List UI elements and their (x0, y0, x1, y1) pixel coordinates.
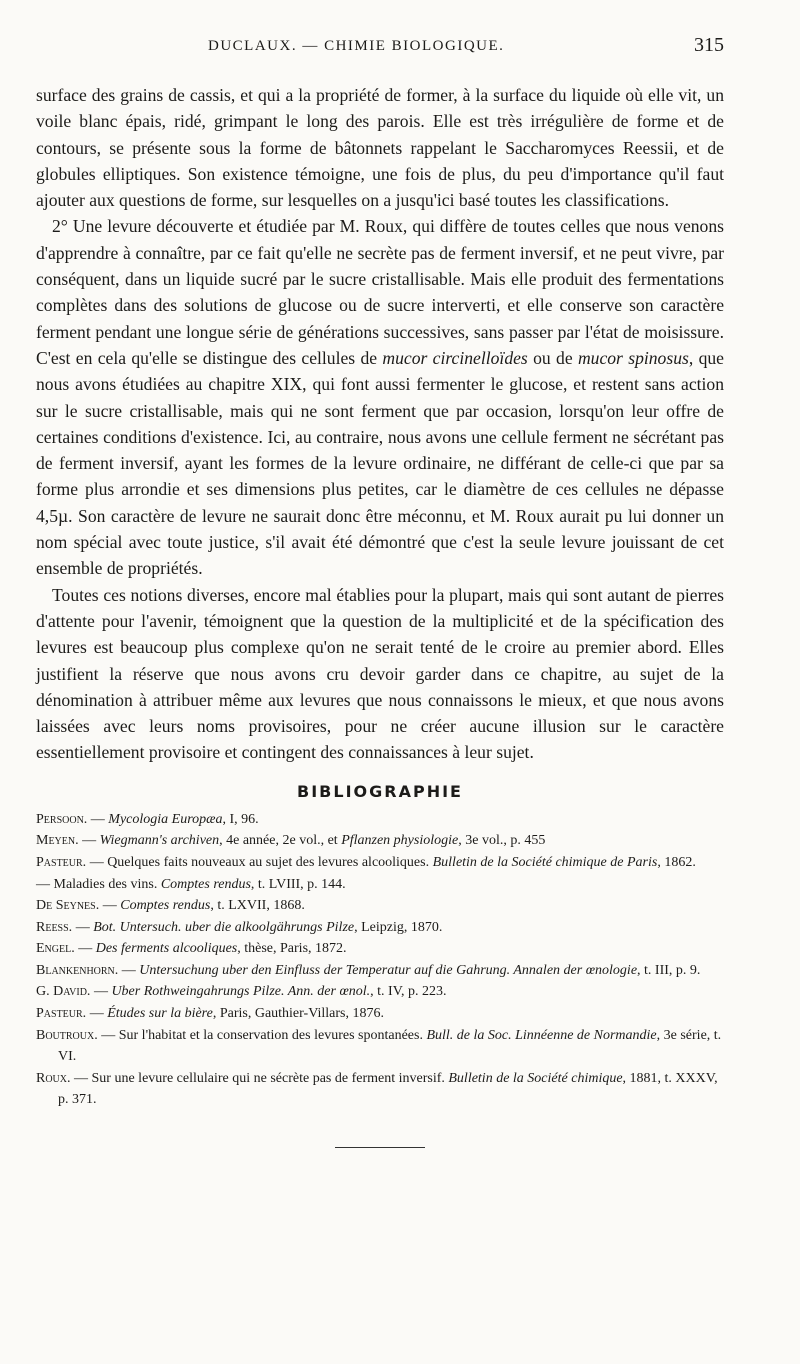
bibliography-text-run: — Quelques faits nouveaux au sujet des levures alcooliques. (86, 854, 433, 870)
bibliography-entry (36, 809, 724, 831)
bibliography-author: G. David. (36, 984, 91, 1000)
bibliography-list (36, 809, 724, 1111)
paragraph-text-run: , que nous avons étudiées au chapitre XIX, qui font aussi fermenter le glucose, et restent sans action sur le sucre cristallisable, mais qui ne sont ferment que par occasion, lorsqu'on leur offre de certaines conditions d'existence. Ici, au contraire, nous avons une cellule ferment ne sécrétant pas de ferment inversif, ayant les formes de la levure ordinaire, ne différant de celle-ci que par sa forme plus arrondie et ses dimensions plus petites, car le diamètre de ces cellules ne dépasse 4,5µ. Son caractère de levure ne saurait donc être méconnu, et M. Roux aurait pu lui donner un nom spécial avec toute justice, s'il avait été démontré que c'est la seule levure jouissant de cet ensemble de propriétés. (36, 347, 724, 579)
paragraph-italic-run: mucor spinosus (577, 347, 689, 368)
bibliography-entry (36, 917, 724, 939)
bibliography-title: BIBLIOGRAPHIE (297, 781, 463, 801)
bibliography-entry (36, 852, 724, 874)
bibliography-text-run: — Maladies des vins. (36, 876, 161, 892)
bibliography-text-run: — (87, 811, 109, 827)
bibliography-italic-run: Untersuchung uber den Einfluss der Temperatur auf die Gahrung. Annalen der œnologie (139, 962, 638, 978)
bibliography-text-run: , 1862. (657, 854, 696, 870)
bibliography-author: Blankenhorn. (36, 962, 119, 978)
page-number: 315 (694, 34, 724, 56)
running-title: DUCLAUX. — CHIMIE BIOLOGIQUE. (208, 38, 505, 54)
bibliography-author: Engel. (36, 941, 75, 957)
bibliography-italic-run: Wiegmann's archiven (99, 833, 220, 849)
bibliography-italic-run: Bulletin de la Société chimique (448, 1070, 623, 1086)
bibliography-text-run: — (72, 919, 94, 935)
bibliography-italic-run: Comptes rendus (160, 876, 251, 892)
bibliography-text-run: , t. III, p. 9. (637, 962, 701, 978)
bibliography-text-run: , t. LXVII, 1868. (210, 898, 305, 914)
paragraph-italic-run: mucor circinelloïdes (382, 347, 528, 368)
bibliography-entry (36, 960, 724, 982)
bibliography-text-run: — (118, 962, 140, 978)
running-header (36, 30, 724, 58)
bibliography-entry (36, 1025, 724, 1068)
bibliography-italic-run: Bot. Untersuch. uber die alkoolgährungs Pilze (93, 919, 355, 935)
bibliography-author: Reess. (36, 919, 73, 935)
bibliography-author: Persoon. (36, 811, 88, 827)
bibliography-text-run: , 4e année, 2e vol., et (219, 833, 342, 849)
paragraph-text-run: Toutes ces notions diverses, encore mal établies pour la plupart, mais qui sont autant de pierres d'attente pour l'avenir, témoignent que la question de la multiplicité et de la spécification des levures est beaucoup plus complexe qu'on ne serait tenté de le croire au premier abord. Elles justifient la réserve que nous avons cru devoir garder dans ce chapitre, au sujet de la dénomination à attribuer même aux levures que nous connaissons le mieux, et que nous avons laissées avec leurs noms provisoires, pour ne créer aucune illusion sur le caractère essentiellement provisoire et contingent des connaissances à leur sujet. (36, 584, 724, 763)
bibliography-entry (36, 830, 724, 852)
paragraph-2 (36, 213, 724, 581)
bibliography-entry (36, 874, 724, 896)
bibliography-entry (36, 938, 724, 960)
bibliography-author: Meyen. (36, 833, 79, 849)
bibliography-author: De Seynes. (36, 898, 100, 914)
bibliography-text-run: , 3e vol., p. 455 (458, 833, 546, 849)
bibliography-entry (36, 1003, 724, 1025)
page (36, 30, 724, 1148)
bibliography-italic-run: Des ferments alcooliques (95, 941, 238, 957)
bibliography-italic-run: Uber Rothweingahrungs Pilze. Ann. der œnol. (111, 984, 371, 1000)
bibliography-text-run: — (86, 1006, 108, 1022)
bibliography-text-run: , I, 96. (222, 811, 259, 827)
paragraph-text-run: surface des grains de cassis, et qui a la propriété de former, à la surface du liquide où elle vit, un voile blanc épais, ridé, grimpant le long des parois. Elle est très irrégulière de forme et de contours, se présente sous la forme de bâtonnets rappelant le Saccharomyces Reessii, et de globules elliptiques. Son existence témoigne, une fois de plus, du peu d'importance qu'il faut ajouter aux questions de forme, sur lesquelles on a jusqu'ici basé toutes les classifications. (36, 85, 724, 211)
bibliography-text-run: , Leipzig, 1870. (354, 919, 443, 935)
bibliography-text-run: , Paris, Gauthier-Villars, 1876. (212, 1006, 384, 1022)
bibliography-text-run: — Sur l'habitat et la conservation des levures spontanées. (97, 1027, 427, 1043)
bibliography-author: Pasteur. (36, 854, 87, 870)
paragraph-text-run: 2° Une levure découverte et étudiée par M. Roux, qui diffère de toutes celles que nous venons d'apprendre à connaître, par ce fait qu'elle ne secrète pas de ferment inversif, et ne peut vivre, par conséquent, dans un liquide sucré par le sucre cristallisable. Mais elle produit des fermentations complètes dans des solutions de glucose ou de sucre interverti, et elle conserve son caractère ferment pendant une longue série de générations successives, sans passer par l'état de moisissure. C'est en cela qu'elle se distingue des cellules de (36, 216, 724, 368)
bibliography-author: Roux. (36, 1070, 71, 1086)
paragraph-text-run: ou de (527, 347, 578, 368)
bibliography-author: Pasteur. (36, 1006, 87, 1022)
bibliography-author: Boutroux. (36, 1027, 98, 1043)
bibliography-text-run: , t. LVIII, p. 144. (250, 876, 346, 892)
bibliography-text-run: — (99, 898, 121, 914)
bibliography-italic-run: Bull. de la Soc. Linnéenne de Normandie (426, 1027, 657, 1043)
bibliography-text-run: , t. IV, p. 223. (370, 984, 447, 1000)
end-rule (335, 1147, 425, 1148)
bibliography-italic-run: Pflanzen physiologie (341, 833, 459, 849)
bibliography-italic-run: Études sur la bière (107, 1006, 213, 1022)
bibliography-text-run: — (74, 941, 96, 957)
bibliography-entry (36, 895, 724, 917)
body-text (36, 82, 724, 766)
bibliography-entry (36, 1068, 724, 1111)
paragraph-1 (36, 82, 724, 213)
bibliography-italic-run: Bulletin de la Société chimique de Paris (432, 854, 658, 870)
bibliography-italic-run: Comptes rendus (120, 898, 211, 914)
bibliography-entry (36, 981, 724, 1003)
bibliography-text-run: — Sur une levure cellulaire qui ne sécrète pas de ferment inversif. (70, 1070, 449, 1086)
bibliography-text-run: , thèse, Paris, 1872. (237, 941, 347, 957)
bibliography-text-run: — (78, 833, 100, 849)
bibliography-text-run: , 1881, t. XXXV, p. 371. (58, 1070, 718, 1108)
bibliography-text-run: , 3e série, t. VI. (58, 1027, 722, 1065)
paragraph-3 (36, 582, 724, 766)
bibliography-text-run: — (90, 984, 112, 1000)
bibliography-italic-run: Mycologia Europæa (108, 811, 223, 827)
